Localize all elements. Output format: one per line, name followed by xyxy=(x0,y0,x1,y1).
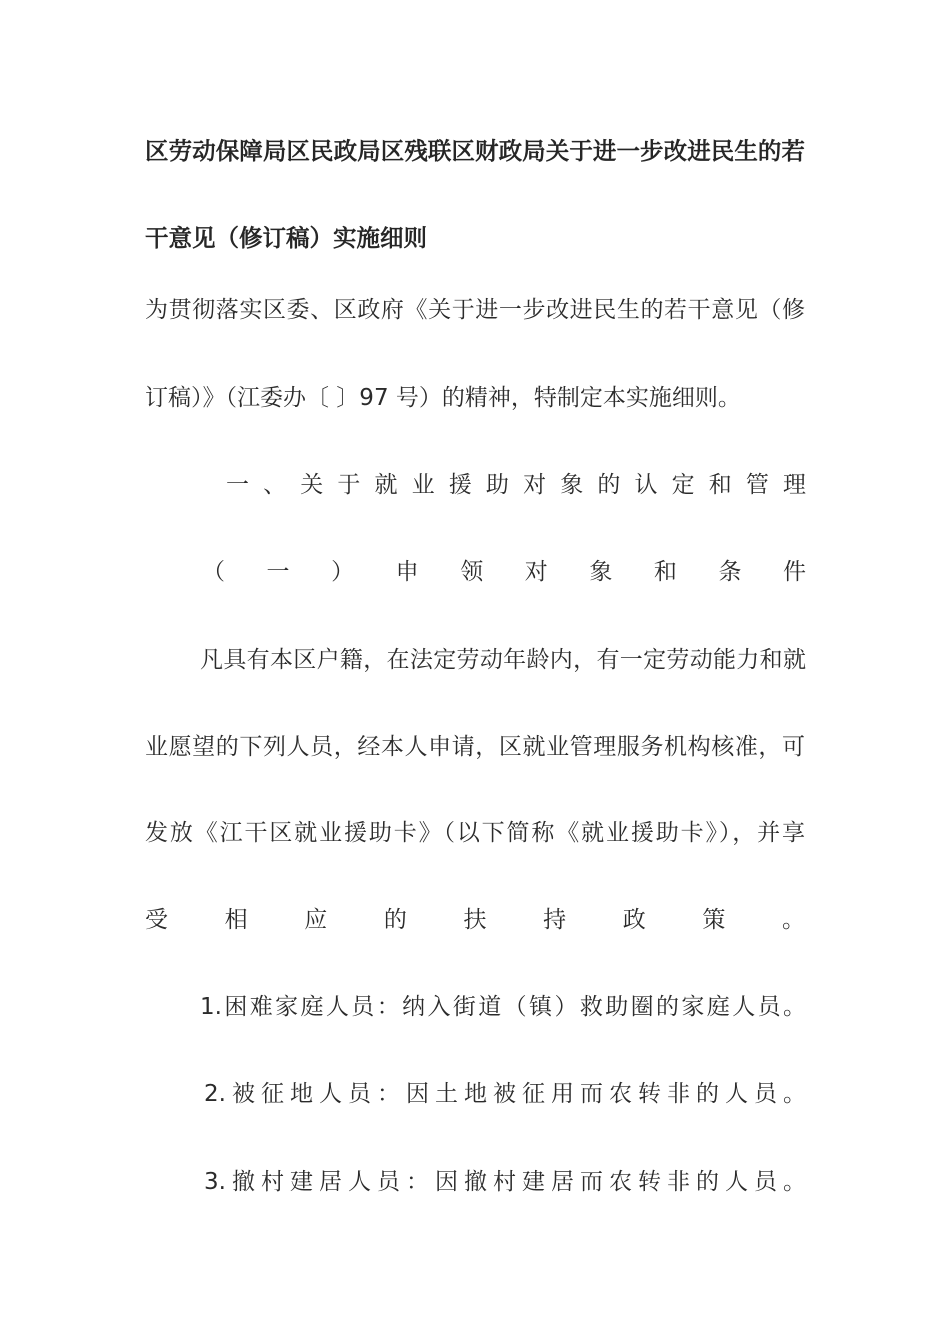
document-title-line-2: 干意见（修订稿）实施细则 xyxy=(145,224,427,252)
subsection-heading: （一）申领对象和条件 xyxy=(202,559,806,585)
list-item-1: 1.困难家庭人员：纳入街道（镇）救助圈的家庭人员。 xyxy=(200,994,806,1020)
document-title-line-1: 区劳动保障局区民政局区残联区财政局关于进一步改进民生的若 xyxy=(145,137,805,165)
list-item-3: 3.撤村建居人员：因撤村建居而农转非的人员。 xyxy=(204,1169,806,1195)
intro-line-2: 订稿）》（江委办〔 〕97 号）的精神，特制定本实施细则。 xyxy=(145,385,741,411)
paragraph-line-2: 业愿望的下列人员，经本人申请，区就业管理服务机构核准，可 xyxy=(145,734,805,760)
section-heading: 一、关于就业援助对象的认定和管理 xyxy=(226,472,806,498)
list-item-2: 2.被征地人员：因土地被征用而农转非的人员。 xyxy=(204,1081,806,1107)
paragraph-line-4: 受相应的扶持政策。 xyxy=(145,907,805,933)
intro-line-1: 为贯彻落实区委、区政府《关于进一步改进民生的若干意见（修 xyxy=(145,297,805,323)
paragraph-line-3: 发放《江干区就业援助卡》（以下简称《就业援助卡》），并享 xyxy=(145,820,805,846)
paragraph-line-1: 凡具有本区户籍，在法定劳动年龄内，有一定劳动能力和就 xyxy=(200,647,806,673)
